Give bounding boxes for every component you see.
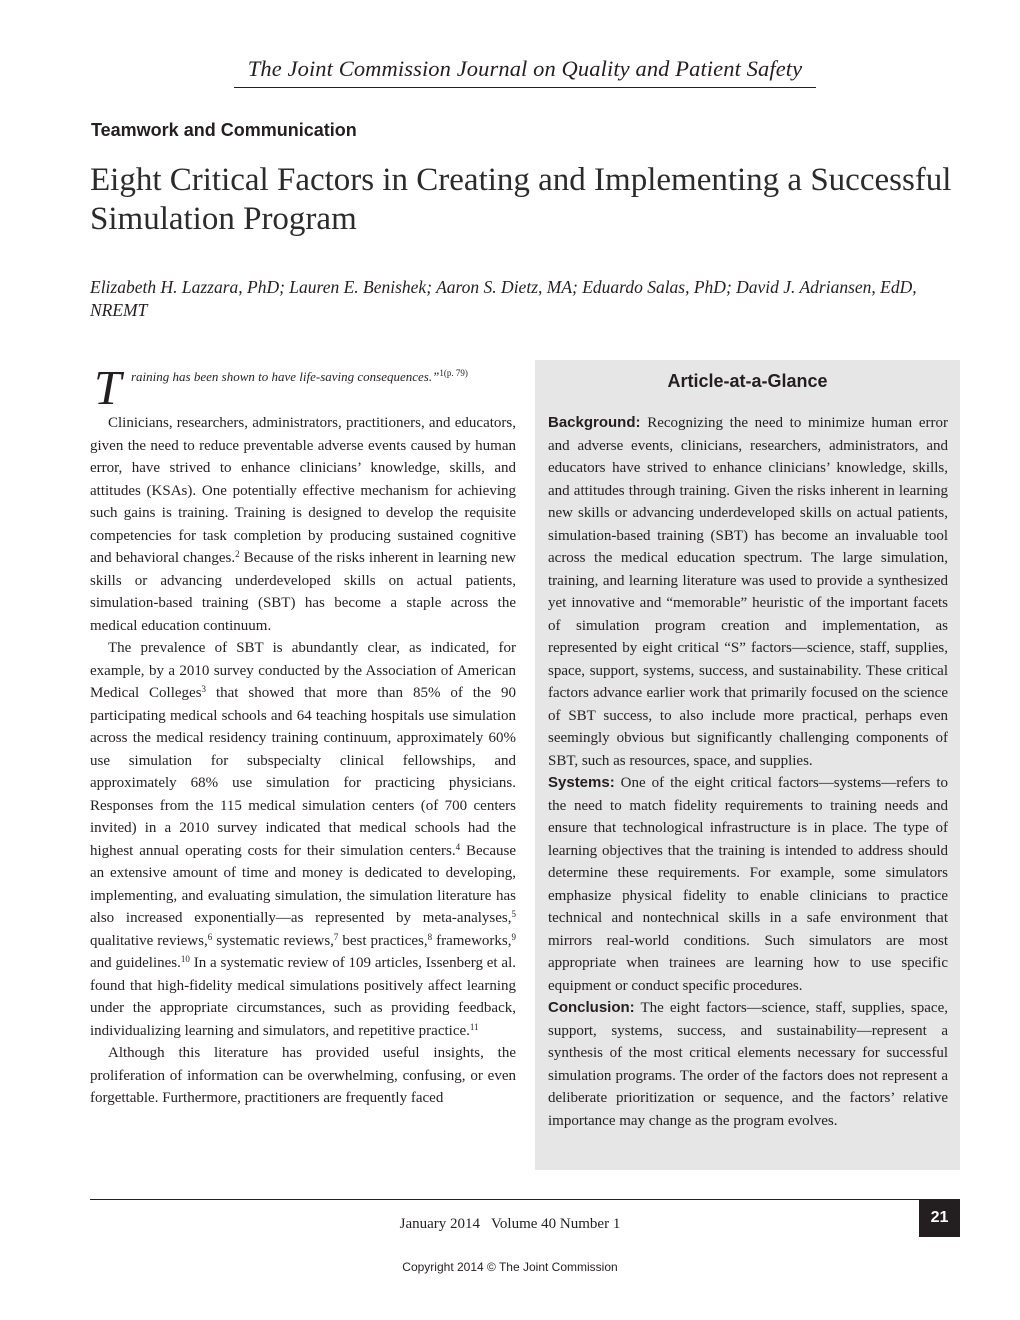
drop-cap: T [94,360,122,415]
glance-body [548,412,948,1132]
epigraph [90,360,516,415]
citation-ref: 1(p. 79) [439,368,468,378]
citation-ref: 2 [235,549,240,559]
article-at-a-glance-box [535,360,960,1170]
main-text-column [90,360,516,1110]
author-list: Elizabeth H. Lazzara, PhD; Lauren E. Benishek; Aaron S. Dietz, MA; Eduardo Salas, PhD; David J. Adriansen, EdD, NREMT [90,277,917,320]
glance-background: Background: Recognizing the need to minimize human error and adverse events, clinicians, researchers, administrators, and educators have strived to enhance clinicians’ knowledge, skills, and attitudes through training. Given the risks inherent in learning new skills or advancing underdeveloped skills on actual patients, simulation-based training (SBT) has become an invaluable tool across the medical education spectrum. The large simulation, training, and learning literature was used to provide a synthesized yet innovative and “memorable” heuristic of the important facets of simulation program creation and implementation, as represented by eight critical “S” factors—science, staff, supplies, space, support, systems, success, and sustainability. These critical factors advance earlier work that primarily focused on the science of SBT success, to also include more practical, perhaps even seemingly obvious but significantly challenging components of SBT, such as resources, space, and supplies. [548,414,948,769]
journal-title: The Joint Commission Journal on Quality and Patient Safety [247,56,803,81]
page-number: 21 [919,1199,960,1237]
header-rule [234,87,816,88]
epigraph-quote: raining has been shown to have life-saving consequences.”$^{1(p. 79)}$ [131,368,468,384]
section-label: Teamwork and Communication [91,120,357,140]
glance-heading: Systems: [548,774,615,791]
citation-ref: 10 [180,954,190,964]
citation-ref: 5 [511,909,516,919]
citation-ref: 3 [201,684,207,694]
footer-rule [90,1199,960,1200]
citation-ref: 11 [469,1021,479,1032]
citation-ref: 4 [455,841,461,852]
citation-ref: 8 [427,931,433,942]
citation-ref: 6 [207,931,213,942]
citation-ref: 7 [333,931,339,942]
body-paragraph: Although this literature has provided useful insights, the proliferation of information can be overwhelming, confusing, or even forgettable. Furthermore, practitioners are frequently faced [90,1045,516,1106]
glance-title: Article-at-a-Glance [667,371,828,391]
glance-systems: Systems: One of the eight critical factors—systems—refers to the need to match fidelity requirements to training needs and ensure that technological infrastructure is in place. The type of learning objectives that the training is intended to address should determine these requirements. For example, some simulators emphasize physical fidelity to enable clinicians to practice technical and nontechnical skills in a safe environment that mirrors real-world conditions. Such simulators are most appropriate when trainees are learning how to use specific equipment or conduct specific procedures. [548,774,948,994]
glance-heading: Background: [548,414,641,431]
glance-conclusion: Conclusion: The eight factors—science, staff, supplies, space, support, systems, success, and sustainability—represent a synthesis of the most critical elements necessary for successful simulation programs. The order of the factors does not represent a deliberate prioritization or sequence, and the factors’ relative importance may change as the program evolves. [548,999,948,1129]
article-title: Eight Critical Factors in Creating and Implementing a Successful Simulation Program [90,162,952,237]
copyright-notice: Copyright 2014 © The Joint Commission [402,1260,618,1274]
issue-info: January 2014 Volume 40 Number 1 [399,1216,621,1232]
glance-heading: Conclusion: [548,999,635,1016]
citation-ref: 9 [511,931,516,942]
body-paragraph: The prevalence of SBT is abundantly clear, as indicated, for example, by a 2010 survey conducted by the Association of American Medical Colleges$^3$ that showed that more than 85% of the 90 participating medical schools and 64 teaching hospitals use simulation across the medical residency training continuum, approximately 60% use simulation for subspecialty clinical fellowships, and approximately 68% use simulation for practicing physicians. Responses from the 115 medical simulation centers (of 700 centers invited) in a 2010 survey indicated that medical schools had the highest annual operating costs for their simulation centers.$^4$ Because an extensive amount of time and money is dedicated to developing, implementing, and evaluating simulation, the simulation literature has also increased exponentially—as represented by meta-analyses,$^5$ qualitative reviews,$^6$ systematic reviews,$^7$ best practices,$^8$ frameworks,$^9$ and guidelines.$^{10}$ In a systematic review of 109 articles, Issenberg et al. found that high-fidelity medical simulations positively affect learning under the appropriate circumstances, such as providing feedback, individualizing learning and simulators, and repetitive practice.$^{11}$ [90,640,516,1039]
body-paragraph: Clinicians, researchers, administrators, practitioners, and educators, given the need to reduce preventable adverse events caused by human error, have strived to enhance clinicians’ knowledge, skills, and attitudes (KSAs). One potentially effective mechanism for achieving such gains is training. Training is designed to develop the requisite competencies for task completion by producing sustained cognitive and behavioral changes.$^2$ Because of the risks inherent in learning new skills or advancing underdeveloped skills on actual patients, simulation-based training (SBT) has become a staple across the medical education continuum. [90,415,516,634]
